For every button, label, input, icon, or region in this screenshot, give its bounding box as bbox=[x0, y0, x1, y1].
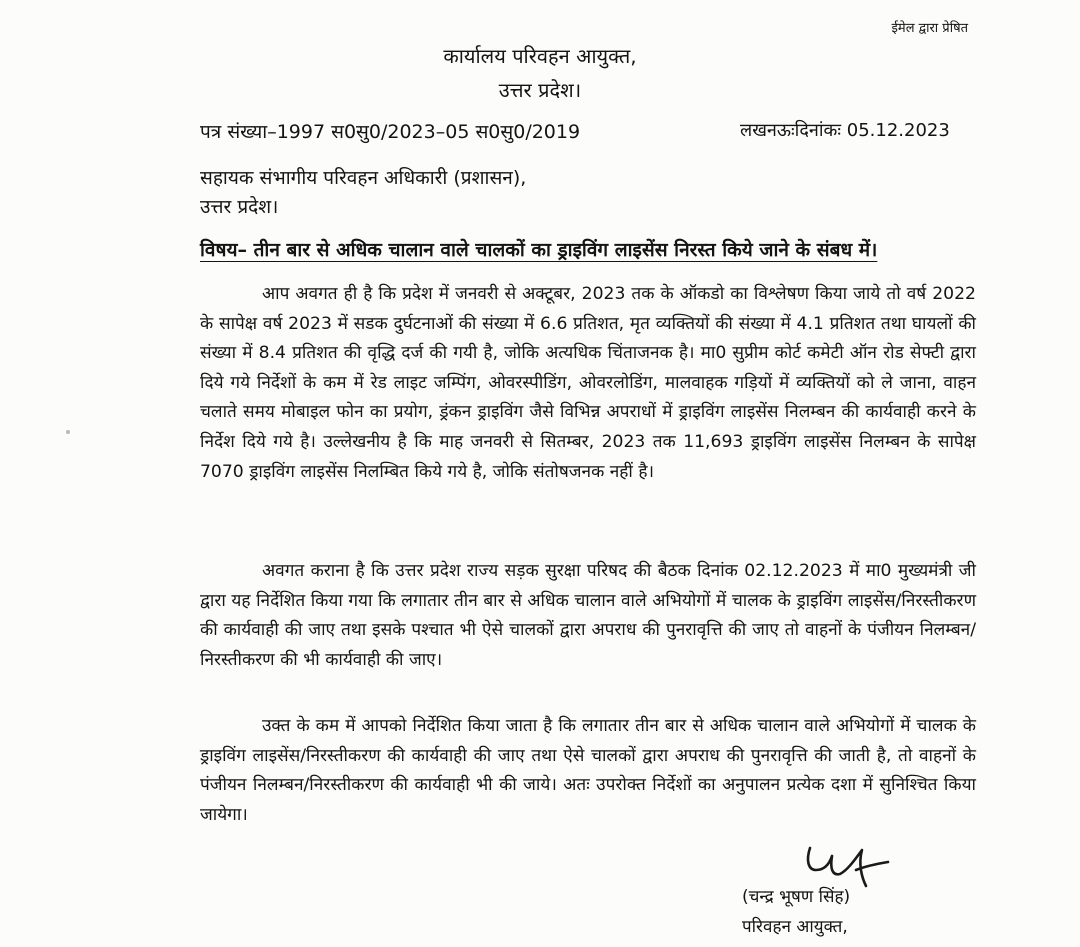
signatory-title: परिवहन आयुक्त, bbox=[742, 917, 848, 937]
body-paragraph-directive: उक्त के कम में आपको निर्देशित किया जाता है कि लगातार तीन बार से अधिक चालान वाले अभियोगों में चालक के ड्राइविंग लाइसेंस/निरस्तीकरण की कार्यवाही की जाए तथा ऐसे चालकों द्वारा अपराध की पुनरावृत्ति की जाती है, तो वाहनों के पंजीयन निलम्बन/निरस्तीकरण की कार्यवाही भी की जाये। अतः उपरोक्त निर्देशों का अनुपालन प्रत्येक दशा में सुनिश्चित किया जायेगा। bbox=[200, 716, 976, 825]
letter-reference-number: पत्र संख्या–1997 स0सु0/2023–05 स0सु0/2019 bbox=[200, 121, 581, 143]
addressee-designation: सहायक संभागीय परिवहन अधिकारी (प्रशासन), bbox=[200, 167, 527, 189]
email-dispatch-note: ईमेल द्वारा प्रेषित bbox=[891, 21, 968, 36]
body-paragraph-statistics: आप अवगत ही है कि प्रदेश में जनवरी से अक्टूबर, 2023 तक के ऑकडो का विश्लेषण किया जाये तो वर्ष 2022 के सापेक्ष वर्ष 2023 में सडक दुर्घटनाओं की संख्या में 6.6 प्रतिशत, मृत व्यक्तियों की संख्या में 4.1 प्रतिशत तथा घायलों की संख्या में 8.4 प्रतिशत की वृद्धि दर्ज की गयी है, जोकि अत्यधिक चिंताजनक है। मा0 सुप्रीम कोर्ट कमेटी ऑन रोड सेफ्टी द्वारा दिये गये निर्देशों के कम में रेड लाइट जम्पिंग, ओवरस्पीडिंग, ओवरलोडिंग, मालवाहक गड़ियों में व्यक्तियों को ले जाना, वाहन चलाते समय मोबाइल फोन का प्रयोग, ड्रंकन ड्राइविंग जैसे विभिन्न अपराधों में ड्राइविंग लाइसेंस निलम्बन की कार्यवाही करने के निर्देश दिये गये है। उल्लेखनीय है कि माह जनवरी से सितम्बर, 2023 तक 11,693 ड्राइविंग लाइसेंस निलम्बन के सापेक्ष 7070 ड्राइविंग लाइसेंस निलम्बित किये गये है, जोकि संतोषजनक नहीं है। bbox=[200, 284, 976, 482]
scan-speck bbox=[66, 430, 70, 434]
addressee-state: उत्तर प्रदेश। bbox=[200, 196, 279, 218]
office-name: कार्यालय परिवहन आयुक्त, bbox=[443, 44, 637, 68]
letter-subject: विषय– तीन बार से अधिक चालान वाले चालकों का ड्राइविंग लाइसेंस निरस्त किये जाने के संबध में। bbox=[200, 239, 878, 261]
letter-place-date: लखनऊःदिनांकः 05.12.2023 bbox=[740, 120, 950, 141]
body-paragraph-council-meeting: अवगत कराना है कि उत्तर प्रदेश राज्य सड़क सुरक्षा परिषद की बैठक दिनांक 02.12.2023 में मा0 मुख्यमंत्री जी द्वारा यह निर्देशित किया गया कि लगातार तीन बार से अधिक चालान वाले अभियोगों में चालक के ड्राइविंग लाइसेंस/निरस्तीकरण की कार्यवाही की जाए तथा इसके पश्चात भी ऐसे चालकों द्वारा अपराध की पुनरावृत्ति की जाए तो वाहनों के पंजीयन निलम्बन/निरस्तीकरण की भी कार्यवाही की जाए। bbox=[200, 561, 976, 670]
office-state: उत्तर प्रदेश। bbox=[498, 78, 582, 102]
signatory-name: (चन्द्र भूषण सिंह) bbox=[742, 887, 851, 907]
